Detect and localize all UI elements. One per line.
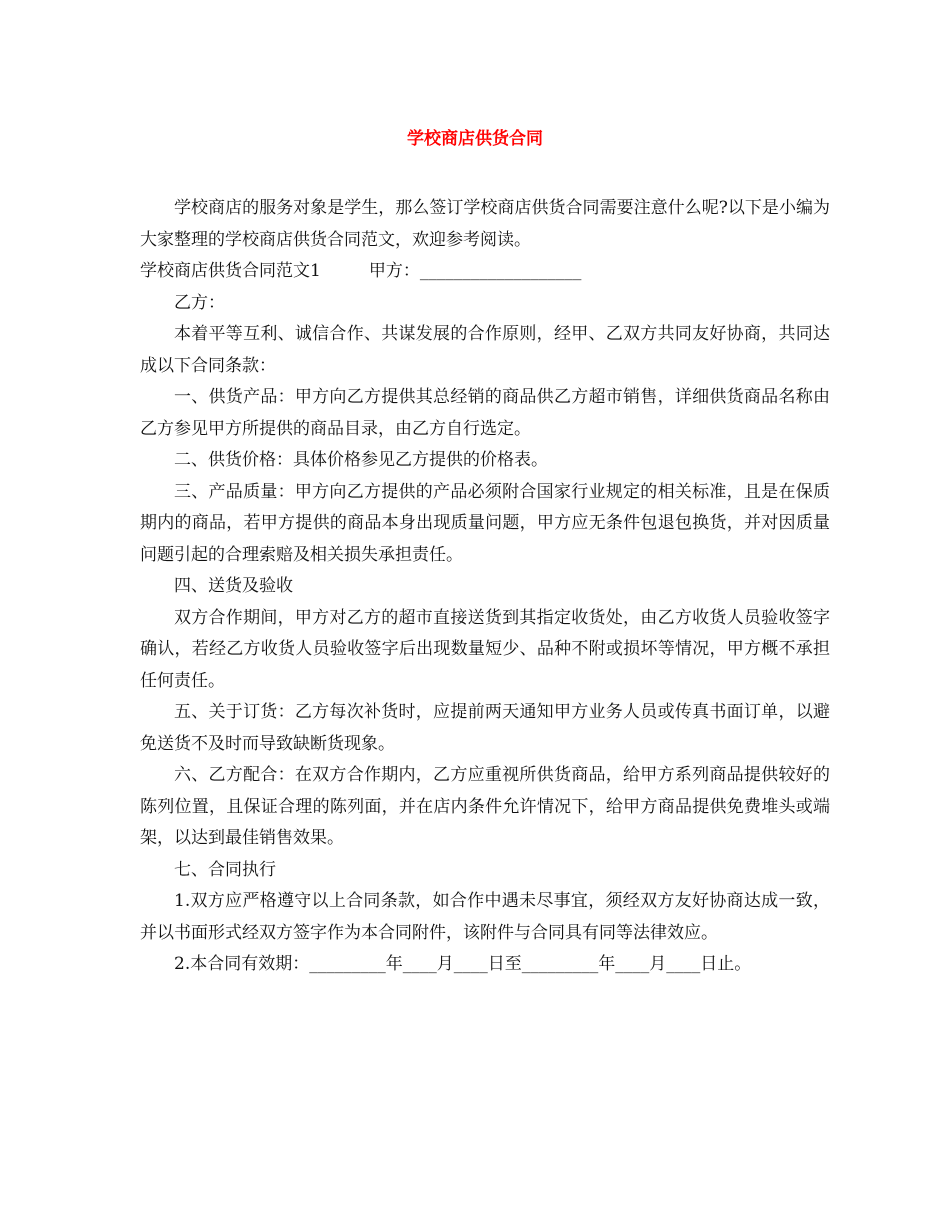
party-a-field: 甲方：___________________: [368, 261, 582, 281]
clause-product-quality: 三、产品质量：甲方向乙方提供的产品必须附合国家行业规定的相关标准，且是在保质期内的商品，若甲方提供的商品本身出现质量问题，甲方应无条件包退包换货，并对因质量问题引起的合理索赔及相关损失承担责任。: [140, 481, 830, 565]
sample-heading: 学校商店供货合同范文1: [140, 261, 321, 281]
preamble-paragraph: 本着平等互利、诚信合作、共谋发展的合作原则，经甲、乙双方共同友好协商，共同达成以下合同条款：: [140, 324, 830, 376]
clause-ordering: 五、关于订货：乙方每次补货时，应提前两天通知甲方业务人员或传真书面订单，以避免送货不及时而导致缺断货现象。: [140, 702, 830, 754]
clause-delivery-body: 双方合作期间，甲方对乙方的超市直接送货到其指定收货处，由乙方收货人员验收签字确认，若经乙方收货人员验收签字后出现数量短少、品种不附或损坏等情况，甲方概不承担任何责任。: [140, 607, 830, 691]
clause-execution-item-2: 2.本合同有效期：_________年____月____日至_________年____月____日止。: [174, 954, 752, 974]
clause-delivery-heading: 四、送货及验收: [174, 576, 293, 596]
clause-supply-price: 二、供货价格：具体价格参见乙方提供的价格表。: [174, 450, 548, 470]
intro-paragraph: 学校商店的服务对象是学生，那么签订学校商店供货合同需要注意什么呢?以下是小编为大家整理的学校商店供货合同范文，欢迎参考阅读。: [140, 198, 830, 250]
document-title: 学校商店供货合同: [407, 129, 543, 149]
party-b-field: 乙方：: [174, 292, 225, 313]
clause-cooperation: 六、乙方配合：在双方合作期内，乙方应重视所供货商品，给甲方系列商品提供较好的陈列位置，且保证合理的陈列面，并在店内条件允许情况下，给甲方商品提供免费堆头或端架，以达到最佳销售效果。: [140, 765, 830, 848]
clause-supply-products: 一、供货产品：甲方向乙方提供其总经销的商品供乙方超市销售，详细供货商品名称由乙方参见甲方所提供的商品目录，由乙方自行选定。: [140, 387, 830, 439]
document-body: [140, 193, 830, 981]
sample-heading-line: [140, 256, 830, 288]
clause-execution-heading: 七、合同执行: [174, 859, 276, 880]
clause-execution-item-1: 1.双方应严格遵守以上合同条款，如合作中遇未尽事宜，须经双方友好协商达成一致，并以书面形式经双方签字作为本合同附件，该附件与合同具有同等法律效应。: [140, 891, 830, 943]
